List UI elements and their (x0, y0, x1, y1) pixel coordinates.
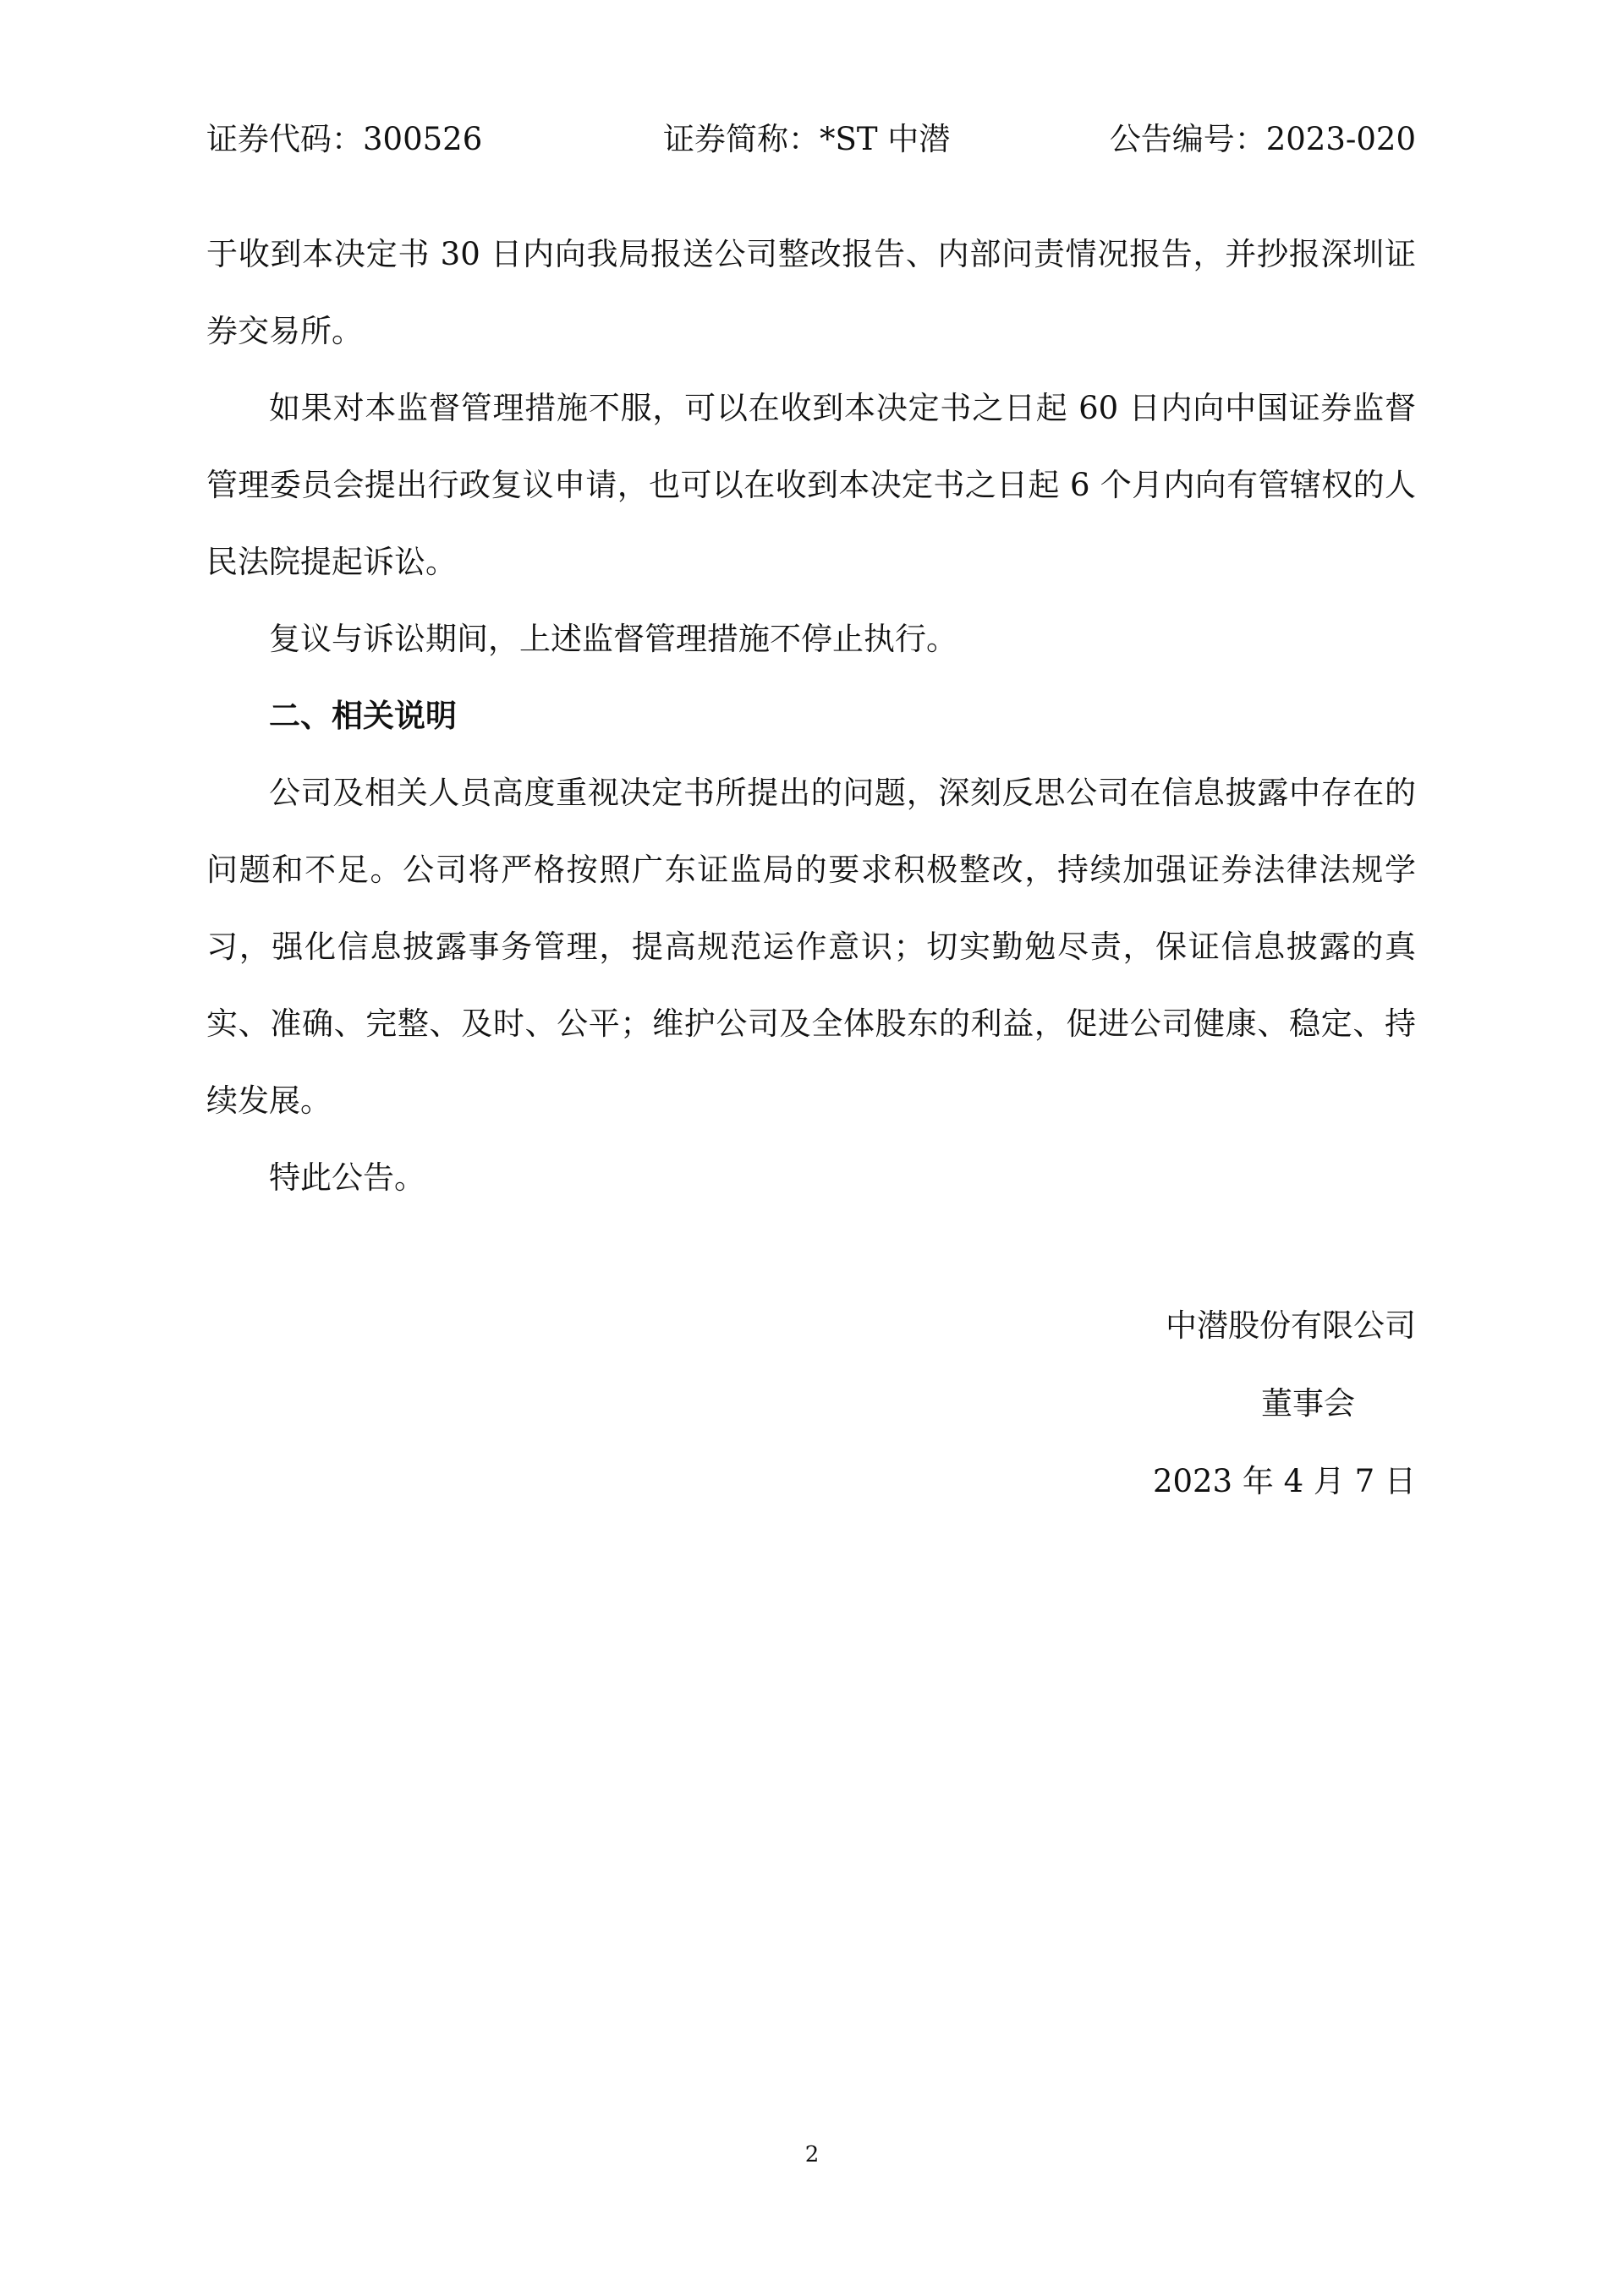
page-header (206, 118, 1416, 161)
signature-board: 董事会 (1261, 1385, 1355, 1422)
paragraph-execution-continues: 复议与诉讼期间，上述监督管理措施不停止执行。 (269, 621, 957, 657)
securities-code: 证券代码：300526 (206, 121, 483, 157)
announcement-number: 公告编号：2023-020 (1109, 121, 1416, 157)
section-title-explanation: 二、相关说明 (269, 697, 457, 734)
paragraph-rectification-report: 于收到本决定书 30 日内向我局报送公司整改报告、内部问责情况报告，并抄报深圳证券交易所。 (206, 236, 1416, 349)
signature-date: 2023 年 4 月 7 日 (1152, 1463, 1416, 1499)
paragraph-appeal-rights: 如果对本监督管理措施不服，可以在收到本决定书之日起 60 日内向中国证券监督管理委员会提出行政复议申请，也可以在收到本决定书之日起 6 个月内向有管辖权的人民法院提起诉讼。 (206, 390, 1416, 580)
signature-company: 中潜股份有限公司 (1166, 1307, 1416, 1344)
paragraph-company-response: 公司及相关人员高度重视决定书所提出的问题，深刻反思公司在信息披露中存在的问题和不足。公司将严格按照广东证监局的要求积极整改，持续加强证券法律法规学习，强化信息披露事务管理，提高规范运作意识；切实勤勉尽责，保证信息披露的真实、准确、完整、及时、公平；维护公司及全体股东的利益，促进公司健康、稳定、持续发展。 (206, 775, 1416, 1119)
signature-block (908, 1287, 1416, 1521)
paragraph-closing: 特此公告。 (269, 1159, 425, 1196)
page-number: 2 (804, 2142, 820, 2167)
document-body (206, 216, 1416, 1216)
securities-abbreviation: 证券简称：*ST 中潜 (663, 121, 951, 157)
